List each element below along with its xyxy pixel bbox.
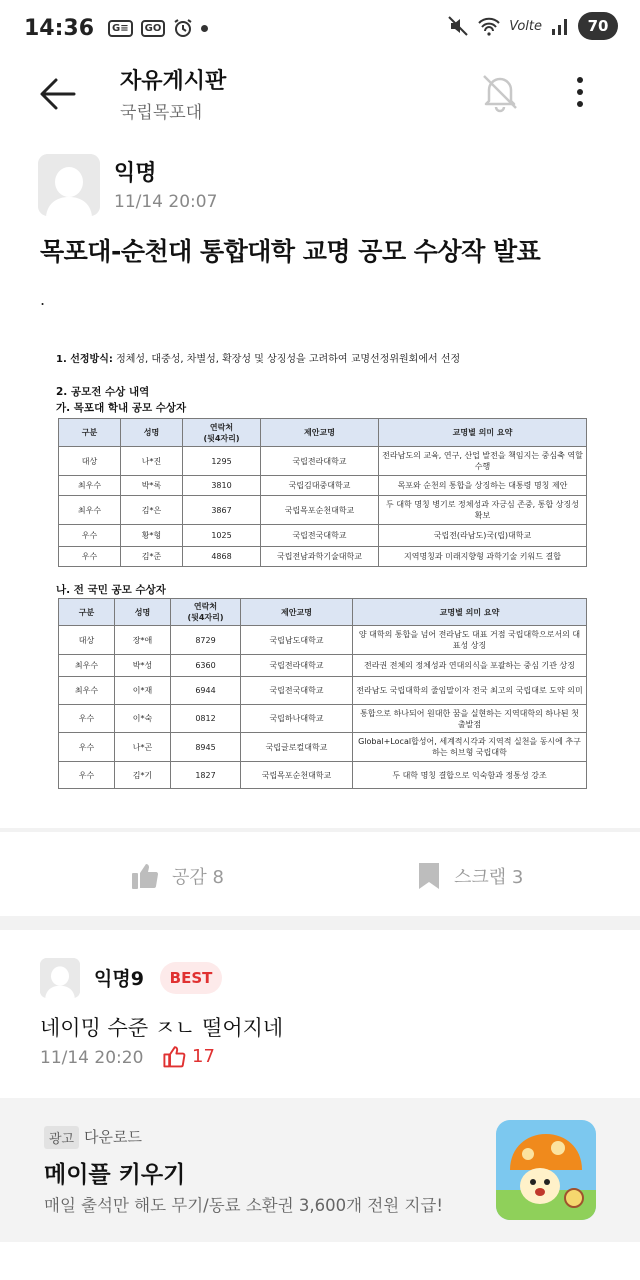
status-right — [447, 12, 618, 40]
cell-proposed: 국립전남과학기술대학교 — [261, 547, 379, 567]
cell-proposed: 국립글로컬대학교 — [241, 733, 353, 762]
cell-proposed: 국립전라대학교 — [261, 447, 379, 476]
app-notification-icon: GO — [141, 20, 166, 37]
cell-proposed: 국립김대중대학교 — [261, 476, 379, 496]
cell-contact: 0812 — [171, 705, 241, 733]
cell-category: 우수 — [59, 733, 115, 762]
th-contact-sub: (뒷4자리) — [187, 613, 224, 622]
cell-name: 나*진 — [121, 447, 183, 476]
table-row — [59, 677, 587, 705]
cell-name: 박*록 — [121, 476, 183, 496]
doc-selection-criteria — [56, 350, 460, 365]
section-divider — [0, 828, 640, 832]
cell-meaning: 전라남도 국립대학의 줄임말이자 전국 최고의 국립대로 도약 의미 — [353, 677, 587, 705]
doc-criteria-text: 정체성, 대중성, 차별성, 확장성 및 상징성을 고려하여 교명선정위원회에서 선정 — [112, 354, 461, 365]
battery-indicator: 70 — [578, 12, 618, 40]
best-badge: BEST — [160, 962, 222, 994]
signal-icon — [550, 16, 570, 36]
default-avatar-icon — [38, 154, 100, 216]
cell-proposed: 국립목포순천대학교 — [241, 762, 353, 789]
table-row — [59, 547, 587, 567]
post-attached-image[interactable] — [40, 326, 600, 816]
cell-contact: 3810 — [183, 476, 261, 496]
table-row — [59, 705, 587, 733]
cell-name: 김*은 — [121, 496, 183, 525]
carrier-label: Volte — [509, 18, 542, 34]
th-contact — [171, 599, 241, 626]
cell-category: 우수 — [59, 762, 115, 789]
doc-section-a-title: 가. 목포대 학내 공모 수상자 — [56, 402, 187, 414]
cell-contact: 8945 — [171, 733, 241, 762]
cell-meaning: 통합으로 하나되어 원대한 꿈을 실현하는 지역대학의 하나된 첫 출발점 — [353, 705, 587, 733]
notification-toggle-button[interactable] — [478, 70, 522, 114]
author-avatar — [38, 154, 100, 216]
ad-banner[interactable] — [0, 1098, 640, 1242]
ad-tag: 광고 — [44, 1126, 79, 1149]
th-meaning: 교명별 의미 요약 — [353, 599, 587, 626]
ad-description: 매일 출석만 해도 무기/동료 소환권 3,600개 전원 지급! — [44, 1196, 443, 1215]
cell-category: 대상 — [59, 626, 115, 655]
cell-name: 김*기 — [115, 762, 171, 789]
th-meaning: 교명별 의미 요약 — [379, 419, 587, 447]
cell-category: 우수 — [59, 525, 121, 547]
th-proposed: 제안교명 — [241, 599, 353, 626]
app-header — [0, 56, 640, 136]
mushroom-game-icon — [496, 1120, 596, 1220]
post-author: 익명 — [114, 161, 157, 186]
cell-proposed: 국립남도대학교 — [241, 626, 353, 655]
comment-date: 11/14 20:20 — [40, 1048, 144, 1068]
table-row — [59, 447, 587, 476]
cell-contact: 1025 — [183, 525, 261, 547]
cell-category: 최우수 — [59, 677, 115, 705]
more-options-button[interactable] — [568, 72, 592, 112]
thumbs-up-outline-icon — [162, 1044, 186, 1068]
comment-like-count: 17 — [192, 1045, 215, 1067]
cell-name: 이*재 — [115, 677, 171, 705]
table-row — [59, 626, 587, 655]
th-contact-label: 연락처 — [193, 602, 218, 611]
cell-meaning: 목포와 순천의 통합을 상징하는 대통령 명칭 제안 — [379, 476, 587, 496]
cell-contact: 6360 — [171, 655, 241, 677]
default-avatar-icon — [40, 958, 80, 998]
table-public-winners — [58, 598, 587, 789]
board-title: 자유게시판 — [120, 69, 227, 94]
comment-author: 익명9 — [94, 968, 144, 990]
bell-off-icon — [478, 70, 522, 114]
wifi-icon — [477, 16, 501, 36]
cell-category: 대상 — [59, 447, 121, 476]
cell-contact: 6944 — [171, 677, 241, 705]
cell-proposed: 국립전국대학교 — [261, 525, 379, 547]
cell-meaning: 전라남도의 교육, 연구, 산업 발전을 책임지는 중심축 역할 수행 — [379, 447, 587, 476]
cell-category: 최우수 — [59, 655, 115, 677]
th-contact-label: 연락처 — [209, 422, 234, 432]
table-campus-winners — [58, 418, 587, 567]
cell-meaning: Global+Local합성어, 세계적시각과 지역적 실천을 동시에 추구하는 허브형 국립대학 — [353, 733, 587, 762]
post-title: 목포대-순천대 통합대학 교명 공모 수상작 발표 — [40, 237, 541, 266]
cell-category: 우수 — [59, 705, 115, 733]
cell-contact: 4868 — [183, 547, 261, 567]
cell-category: 우수 — [59, 547, 121, 567]
table-row — [59, 762, 587, 789]
notification-dot-icon — [201, 25, 208, 32]
doc-section-title: 2. 공모전 수상 내역 — [56, 386, 150, 398]
th-name: 성명 — [121, 419, 183, 447]
status-bar — [0, 0, 640, 56]
arrow-left-icon — [36, 74, 80, 114]
table-row — [59, 525, 587, 547]
post-date: 11/14 20:07 — [114, 192, 218, 212]
alarm-icon — [173, 18, 193, 38]
cell-meaning: 두 대학 명칭 결합으로 익숙함과 정통성 강조 — [353, 762, 587, 789]
thumbs-up-icon — [130, 861, 160, 891]
cell-contact: 1295 — [183, 447, 261, 476]
doc-criteria-label: 1. 선정방식: — [56, 354, 113, 365]
cell-name: 이*숙 — [115, 705, 171, 733]
th-category: 구분 — [59, 419, 121, 447]
cell-proposed: 국립전라대학교 — [241, 655, 353, 677]
cell-name: 박*성 — [115, 655, 171, 677]
cell-name: 장*애 — [115, 626, 171, 655]
status-time: 14:36 — [24, 15, 95, 41]
doc-section-b-title: 나. 전 국민 공모 수상자 — [56, 584, 166, 596]
ad-thumbnail[interactable] — [496, 1120, 596, 1220]
comment-like-button[interactable] — [162, 1044, 215, 1068]
cell-contact: 3867 — [183, 496, 261, 525]
cell-meaning: 국립전(라남도)국(립)대학교 — [379, 525, 587, 547]
cell-contact: 1827 — [171, 762, 241, 789]
th-contact — [183, 419, 261, 447]
table-row — [59, 655, 587, 677]
table-row — [59, 733, 587, 762]
th-proposed: 제안교명 — [261, 419, 379, 447]
cell-name: 황*형 — [121, 525, 183, 547]
ad-title: 메이플 키우기 — [44, 1162, 186, 1188]
cell-meaning: 양 대학의 통합을 넘어 전라남도 대표 거점 국립대학으로서의 대표성 상징 — [353, 626, 587, 655]
th-name: 성명 — [115, 599, 171, 626]
cell-proposed: 국립전국대학교 — [241, 677, 353, 705]
like-button[interactable] — [130, 854, 224, 898]
comment-avatar — [40, 958, 80, 998]
cell-meaning: 두 대학 명칭 병기로 정체성과 자긍심 존중, 통합 상징성 확보 — [379, 496, 587, 525]
bookmark-icon — [416, 861, 442, 891]
cell-contact: 8729 — [171, 626, 241, 655]
more-vertical-icon — [568, 72, 592, 112]
cell-name: 나*곤 — [115, 733, 171, 762]
table-row — [59, 496, 587, 525]
table-row — [59, 476, 587, 496]
status-notification-icons — [108, 18, 208, 38]
back-button[interactable] — [36, 74, 80, 114]
section-divider — [0, 916, 640, 930]
cell-category: 최우수 — [59, 496, 121, 525]
cell-name: 김*준 — [121, 547, 183, 567]
post-body: . — [40, 290, 46, 309]
cell-category: 최우수 — [59, 476, 121, 496]
like-label: 공감 8 — [172, 867, 224, 888]
scrap-label: 스크랩 3 — [454, 867, 524, 888]
th-category: 구분 — [59, 599, 115, 626]
gallery-notification-icon: G≡ — [108, 20, 133, 37]
cell-meaning: 전라권 전체의 정체성과 연대의식을 포괄하는 중심 기관 상징 — [353, 655, 587, 677]
th-contact-sub: (뒷4자리) — [203, 433, 240, 443]
comment-text: 네이밍 수준 ㅈㄴ 떨어지네 — [40, 1016, 284, 1040]
cell-meaning: 지역명칭과 미래지향형 과학기술 키워드 결합 — [379, 547, 587, 567]
scrap-button[interactable] — [416, 854, 523, 898]
ad-type: 다운로드 — [84, 1128, 142, 1146]
mute-icon — [447, 15, 469, 37]
cell-proposed: 국립하나대학교 — [241, 705, 353, 733]
board-subtitle: 국립목포대 — [120, 103, 203, 123]
cell-proposed: 국립목포순천대학교 — [261, 496, 379, 525]
